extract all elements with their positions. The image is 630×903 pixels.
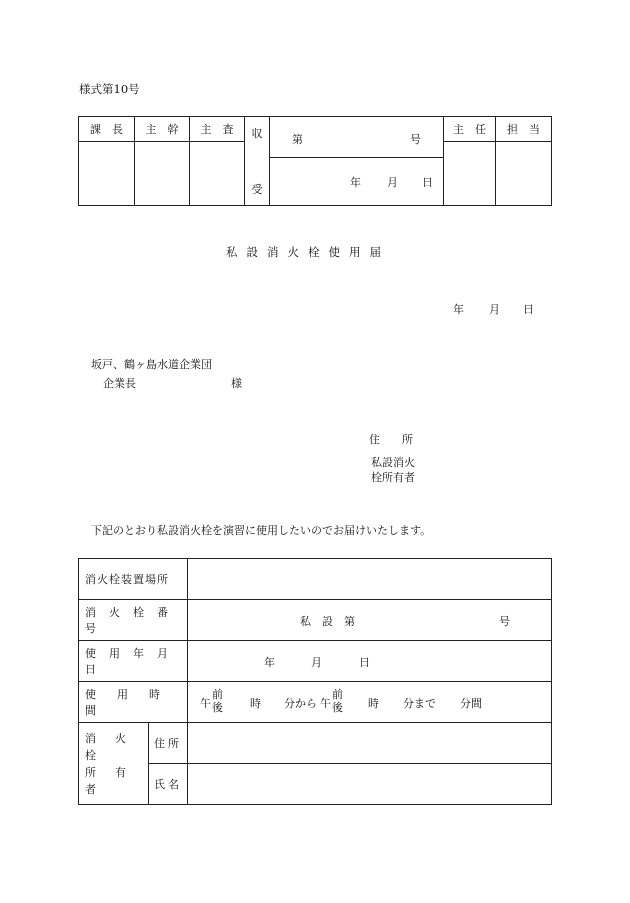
stamp-box-chief[interactable]: [135, 142, 190, 206]
stamp-box-section-chief[interactable]: [79, 142, 135, 206]
start-am-pm: 前 後: [212, 688, 223, 714]
label-use-date: 使用年月日: [79, 641, 188, 682]
field-use-date[interactable]: [188, 641, 552, 682]
hydrant-use-form-table: [78, 558, 552, 805]
label-location: 消火栓装置場所: [79, 559, 188, 600]
field-location[interactable]: [188, 559, 552, 600]
receipt-number-suffix: 号: [410, 133, 421, 146]
end-noon: 午: [320, 697, 331, 710]
duration-minutes: 分間: [460, 697, 482, 710]
stamp-box-chief-clerk[interactable]: [444, 142, 496, 206]
header-staff: 担 当: [496, 117, 552, 142]
use-date-year: 年: [264, 656, 275, 669]
receipt-top-char: 収: [251, 127, 263, 140]
field-owner-name[interactable]: [188, 764, 552, 805]
form-number: 様式第10号: [79, 82, 140, 96]
end-hour: 時: [368, 697, 379, 710]
addressee-honorific: 様: [231, 377, 242, 390]
start-hour: 時: [250, 697, 261, 710]
hydrant-number-prefix: 私 設 第: [300, 615, 355, 628]
applicant-owner-label-2: 栓所有者: [371, 471, 415, 484]
receipt-info-cell: [270, 117, 444, 206]
applicant-owner-label-1: 私設消火: [371, 456, 415, 469]
receipt-bottom-char: 受: [251, 183, 263, 196]
receipt-number-prefix: 第: [292, 133, 303, 146]
header-section-chief: 課 長: [79, 117, 135, 142]
date-day: 日: [523, 303, 534, 316]
approval-stamp-table: [78, 116, 552, 206]
label-owner-address: 住所: [149, 723, 188, 764]
header-inspector: 主 査: [190, 117, 245, 142]
date-year: 年: [453, 303, 464, 316]
field-owner-address[interactable]: [188, 723, 552, 764]
date-month: 月: [489, 303, 500, 316]
hydrant-number-suffix: 号: [499, 615, 510, 628]
body-text: 下記のとおり私設消火栓を演習に使用したいのでお届けいたします。: [91, 524, 432, 537]
field-use-time[interactable]: [188, 682, 552, 723]
end-min-to: 分まで: [403, 697, 436, 710]
start-min-from: 分から: [284, 697, 317, 710]
stamp-box-staff[interactable]: [496, 142, 552, 206]
applicant-address-label: 住 所: [369, 433, 413, 446]
receipt-label-cell: [245, 117, 270, 206]
header-chief-clerk: 主 任: [444, 117, 496, 142]
addressee-org: 坂戸、鶴ヶ島水道企業団: [91, 358, 212, 371]
header-chief: 主 幹: [135, 117, 190, 142]
use-date-month: 月: [311, 656, 322, 669]
addressee-role: 企業長: [103, 377, 136, 390]
label-owner-name: 氏名: [149, 764, 188, 805]
label-owner: 消 火 栓 所 有 者: [79, 723, 149, 805]
receipt-year: 年: [350, 176, 361, 189]
use-date-day: 日: [359, 656, 370, 669]
field-hydrant-number[interactable]: [188, 600, 552, 641]
start-noon: 午: [200, 697, 211, 710]
document-title: 私設消火栓使用届: [226, 245, 390, 259]
end-am-pm: 前 後: [332, 688, 343, 714]
label-use-time: 使用時間: [79, 682, 188, 723]
stamp-box-inspector[interactable]: [190, 142, 245, 206]
receipt-day: 日: [422, 176, 433, 189]
label-hydrant-number: 消火栓番号: [79, 600, 188, 641]
receipt-month: 月: [387, 176, 398, 189]
